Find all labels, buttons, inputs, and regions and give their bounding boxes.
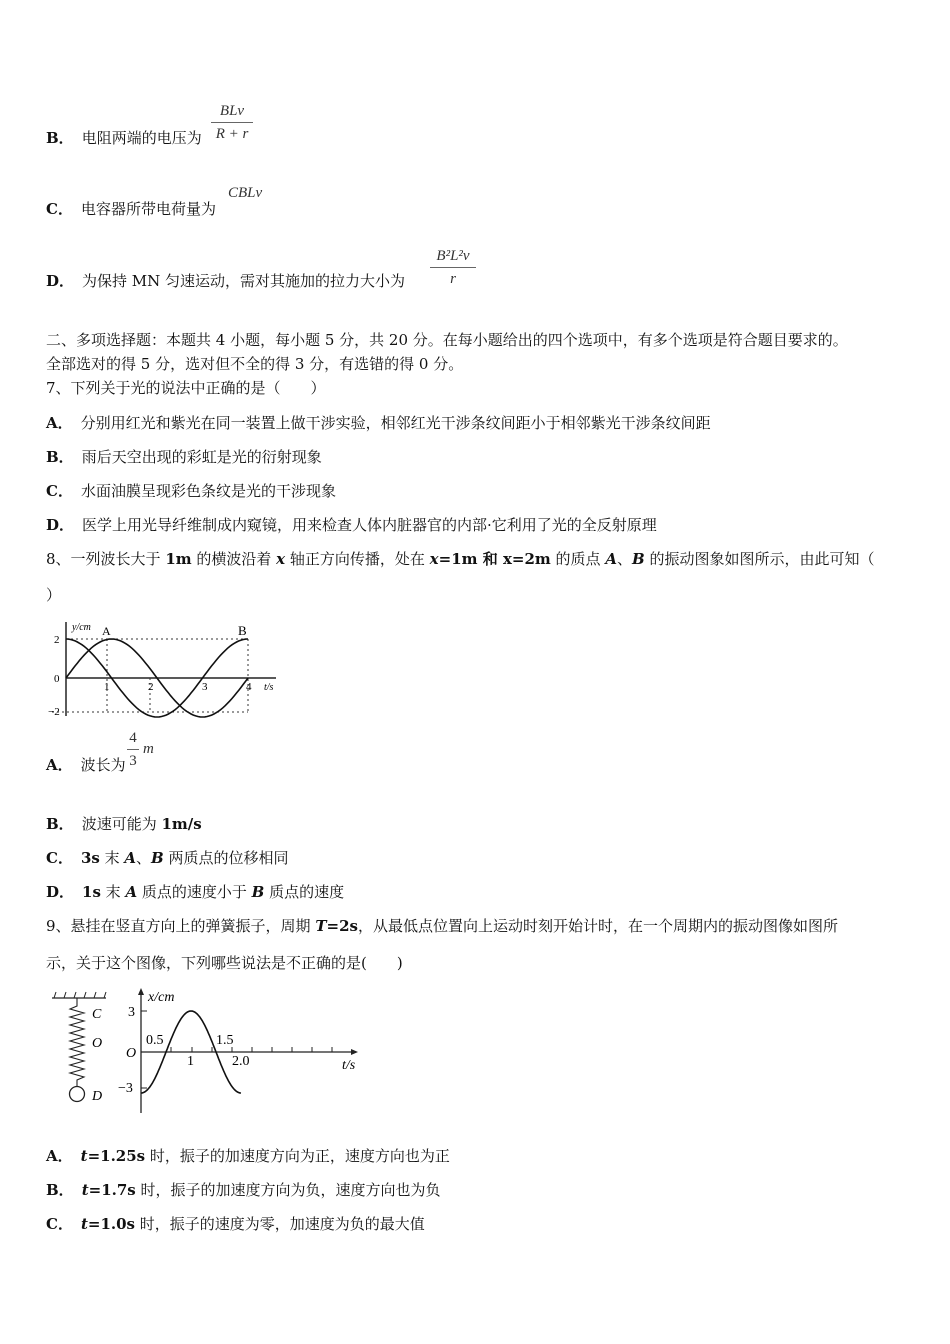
oscillator-ball (70, 1087, 85, 1102)
q9-stem-line2: 示，关于这个图像，下列哪些说法是不正确的是( ) (46, 954, 403, 972)
q9-stem: 9、悬挂在竖直方向上的弹簧振子，周期 T=2s，从最低点位置向上运动时刻开始计时，在一个周期内的振动图像如图所 (46, 917, 838, 935)
q9-xtick-20: 2.0 (232, 1054, 250, 1069)
q8-vibration-chart (46, 618, 286, 722)
spring-label-o: O (92, 1036, 103, 1051)
q7-option-d: D． 医学上用光导纤维制成内窥镜，用来检查人体内脏器官的内部·它利用了光的全反射原理 (46, 516, 657, 534)
q9-xlabel: t/s (342, 1058, 356, 1073)
q8-xtick-4: 4 (246, 681, 252, 693)
spring-label-c: C (92, 1007, 102, 1022)
formula-cblv: CBLv (228, 185, 263, 201)
q7-stem: 7、下列关于光的说法中正确的是（ ） (46, 379, 326, 397)
q8-xlabel: t/s (264, 682, 274, 693)
spring-label-d: D (92, 1089, 103, 1104)
unit-m: m (143, 741, 154, 757)
q7-option-c: C． 水面油膜呈现彩色条纹是光的干涉现象 (46, 482, 336, 500)
q9-option-a: A． t=1.25s 时，振子的加速度方向为正，速度方向也为正 (46, 1147, 450, 1165)
q9-ytick-neg3: −3 (118, 1081, 133, 1096)
q8-xtick-2: 2 (148, 681, 154, 693)
option-b-prev: B． 电阻两端的电压为 (46, 129, 202, 147)
option-c-prev: C． 电容器所带电荷量为 (46, 200, 216, 218)
q9-ytick-0: O (126, 1046, 137, 1061)
q9-ytick-3: 3 (128, 1005, 135, 1020)
q7-option-b: B． 雨后天空出现的彩虹是光的衍射现象 (46, 448, 322, 466)
section-heading-line1: 二、多项选择题：本题共 4 小题，每小题 5 分，共 20 分。在每小题给出的四个选项中，有多个选项是符合题目要求的。 (46, 331, 848, 349)
section-heading-line2: 全部选对的得 5 分，选对但不全的得 3 分，有选错的得 0 分。 (46, 355, 464, 373)
q8-option-c: C． 3s 末 A、B 两质点的位移相同 (46, 849, 289, 867)
q8-label-b: B (238, 623, 247, 638)
q8-xtick-3: 3 (202, 681, 208, 693)
q8-option-d: D． 1s 末 A 质点的速度小于 B 质点的速度 (46, 883, 345, 901)
q9-xtick-1: 1 (187, 1054, 194, 1069)
q8-ytick-0: 0 (54, 673, 60, 685)
q9-option-b: B． t=1.7s 时，振子的加速度方向为负，速度方向也为负 (46, 1181, 441, 1199)
q8-ylabel: y/cm (72, 622, 91, 633)
q8-xtick-1: 1 (104, 681, 110, 693)
q8-ytick-2: 2 (54, 634, 60, 646)
q8-stem-cont: ） (46, 586, 62, 604)
q8-label-a: A (102, 624, 111, 638)
q9-xtick-05: 0.5 (146, 1033, 164, 1048)
fraction-4-over-3: 4 3 (127, 729, 139, 770)
fraction-b2l2v-over-r: B²L²v r (430, 247, 476, 288)
q8-option-b: B． 波速可能为 1m/s (46, 815, 202, 833)
spring-oscillator-figure (48, 990, 118, 1110)
q7-option-a: A． 分别用红光和紫光在同一装置上做干涉实验，相邻红光干涉条纹间距小于相邻紫光干涉条纹间距 (46, 414, 711, 432)
q9-option-c: C． t=1.0s 时，振子的速度为零，加速度为负的最大值 (46, 1215, 425, 1233)
q9-xtick-15: 1.5 (216, 1033, 234, 1048)
q9-displacement-chart (118, 985, 368, 1115)
option-d-prev: D． 为保持 MN 匀速运动，需对其施加的拉力大小为 (46, 272, 406, 290)
q8-ytick-neg2: −2 (48, 706, 60, 718)
q9-ylabel: x/cm (148, 990, 175, 1005)
fraction-blv-over-r-plus-r: BLv R + r (211, 102, 253, 143)
q8-stem: 8、一列波长大于 1m 的横波沿着 x 轴正方向传播，处在 x=1m 和 x=2m 的质点 A、B 的振动图象如图所示，由此可知（ (46, 550, 875, 568)
q8-option-a: A． 波长为 (46, 756, 126, 774)
spring-coil (70, 998, 84, 1086)
